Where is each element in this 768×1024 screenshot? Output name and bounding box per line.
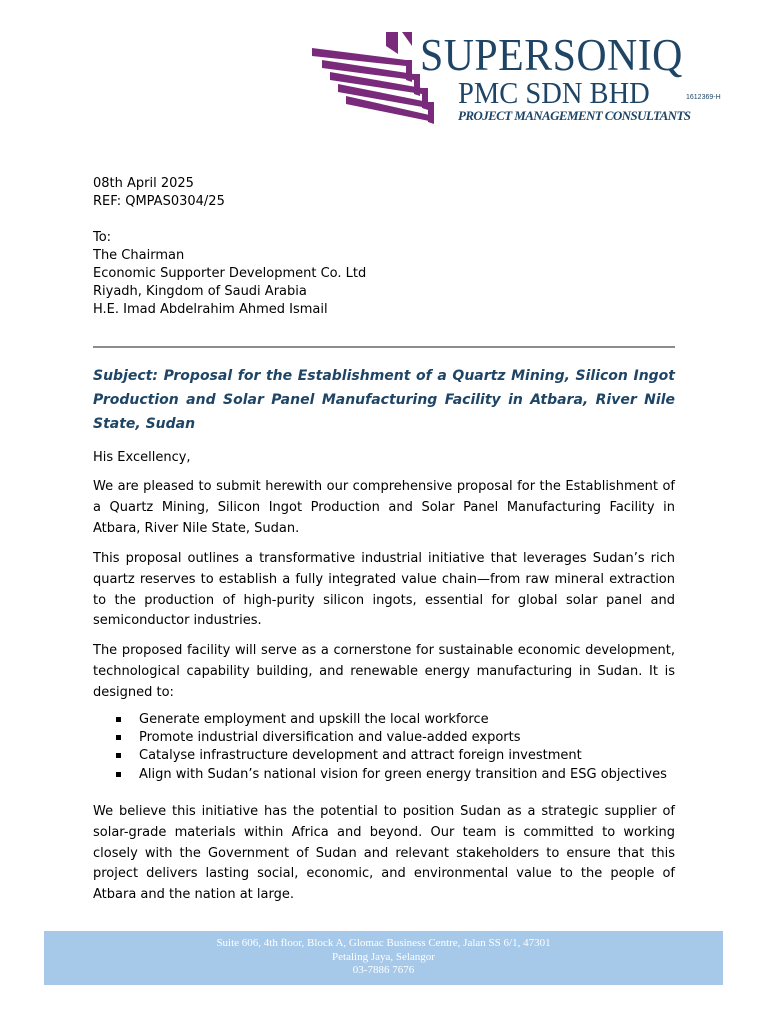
divider-rule [93,346,675,348]
body-paragraph-2: This proposal outlines a transformative industrial initiative that leverages Sudan’s rich quartz reserves to establish a fully integrated value chain—from raw mineral extraction to the production of high-purity silicon ingots, essential for global solar panel and semiconductor industries. [93,551,675,629]
objective-text: Promote industrial diversification and value-added exports [139,730,521,746]
recipient-organization: Economic Supporter Development Co. Ltd [93,266,367,281]
objective-text: Align with Sudan’s national vision for green energy transition and ESG objectives [139,766,667,782]
company-tagline: PROJECT MANAGEMENT CONSULTANTS [458,108,691,123]
letter-subject: Subject: Proposal for the Establishment of a Quartz Mining, Silicon Ingot Production and Solar Panel Manufacturing Facility in Atbara, River Nile State, Sudan [93,368,675,432]
footer-phone: 03-7886 7676 [352,964,415,976]
bullet-icon [116,735,121,740]
bullet-icon [116,772,121,777]
body-paragraph-1: We are pleased to submit herewith our comprehensive proposal for the Establishment of a Quartz Mining, Silicon Ingot Production and Solar Panel Manufacturing Facility in Atbara, River Nile State, Sudan. [93,479,675,536]
body-paragraph-4: We believe this initiative has the potential to position Sudan as a strategic supplier of solar-grade materials within Africa and beyond. Our team is committed to working closely with the Government of Sudan and relevant stakeholders to ensure that this project delivers lasting social, economic, and environmental value to the people of Atbara and the nation at large. [93,804,675,903]
letter-date: 08th April 2025 [93,176,194,191]
list-item [116,747,667,765]
list-item [116,729,667,747]
salutation: His Excellency, [93,450,191,465]
company-subtitle: PMC SDN BHD [458,75,650,110]
bullet-icon [116,717,121,722]
recipient-to-label: To: [93,230,112,245]
footer-address-line-2: Petaling Jaya, Selangor [332,950,435,963]
list-item [116,711,667,729]
letter-reference: REF: QMPAS0304/25 [93,194,225,209]
company-registration: 1612369-H [686,94,721,101]
body-paragraph-3: The proposed facility will serve as a cornerstone for sustainable economic development, technological capability building, and renewable energy manufacturing in Sudan. It is designed to: [93,643,675,700]
objectives-list [116,711,667,784]
bullet-icon [116,753,121,758]
list-item [116,766,667,784]
letter-footer [44,931,723,985]
recipient-attention: H.E. Imad Abdelrahim Ahmed Ismail [93,302,328,317]
recipient-title: The Chairman [93,248,185,263]
footer-address-line-1: Suite 606, 4th floor, Block A, Glomac Business Centre, Jalan SS 6/1, 47301 [216,937,551,949]
objective-text: Generate employment and upskill the local workforce [139,712,489,727]
recipient-location: Riyadh, Kingdom of Saudi Arabia [93,284,307,299]
objective-text: Catalyse infrastructure development and attract foreign investment [139,748,582,764]
company-name: SUPERSONIQ [420,30,683,80]
